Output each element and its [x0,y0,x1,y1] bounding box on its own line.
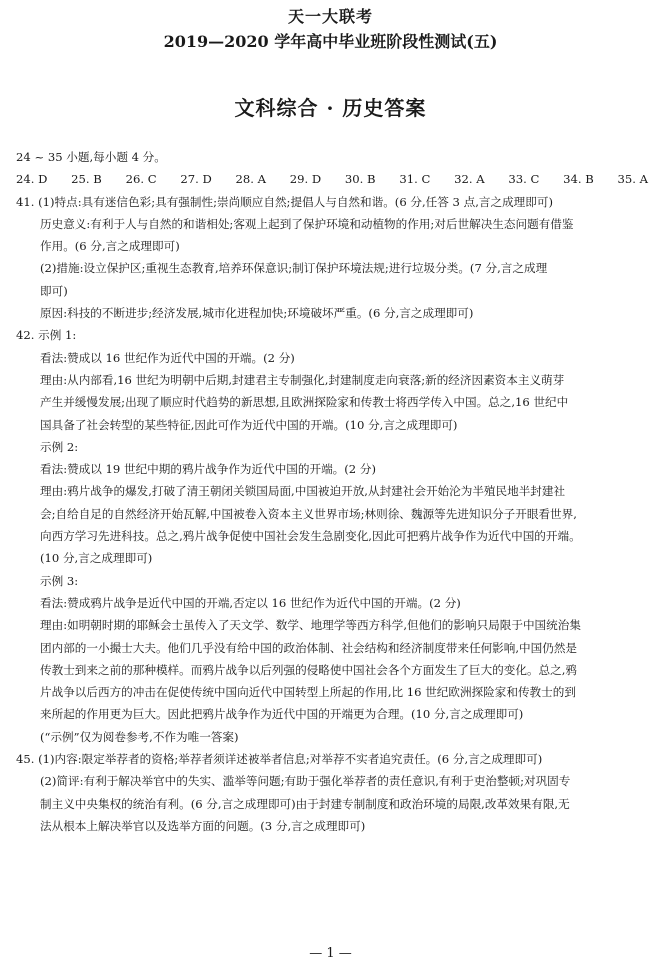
q45-line: 制主义中央集权的统治有利。(6 分,言之成理即可)由于封建专制制度和政治环境的局限,改革效果有限,无 [40,796,570,811]
q42-line: 产生并缓慢发展;出现了顺应时代趋势的新思想,且欧洲探险家和传教士将西学传入中国。总之,16 世纪中 [40,395,569,410]
q42-line: 国具备了社会转型的某些特征,因此可作为近代中国的开端。(10 分,言之成理即可) [40,417,458,432]
page-number: — 1 — [309,946,352,961]
q45-line: 45. (1)内容:限定举荐者的资格;举荐者须详述被举者信息;对举荐不实者追究责任。(6 分,言之成理即可) [16,752,543,767]
answer-item: 24. D [16,172,48,187]
q41-line: 历史意义:有利于人与自然的和谐相处;客观上起到了保护环境和动植物的作用;对后世解决生态问题有借鉴 [40,216,574,231]
answer-item: 31. C [399,172,431,187]
answer-item: 33. C [508,172,540,187]
answer-body [16,146,652,837]
q41-line: (2)措施:设立保护区;重视生态教育,培养环保意识;制订保护环境法规;进行垃圾分类。(7 分,言之成理 [40,261,548,276]
q42-line: 理由:如明朝时期的耶稣会士虽传入了天文学、数学、地理学等西方科学,但他们的影响只局限于中国统治集 [40,618,581,633]
answer-item: 34. B [563,172,594,187]
q42-line: 向西方学习先进科技。总之,鸦片战争促使中国社会发生急剧变化,因此可把鸦片战争作为近代中国的开端。 [40,529,581,544]
q42-line: 理由:鸦片战争的爆发,打破了清王朝闭关锁国局面,中国被迫开放,从封建社会开始沦为半殖民地半封建社 [40,484,566,499]
q45-line: 法从根本上解决举官以及选举方面的问题。(3 分,言之成理即可) [40,818,366,833]
exam-title: 2019—2020 学年高中毕业班阶段性测试(五) [163,32,498,51]
q42-line: 会;自给自足的自然经济开始瓦解,中国被卷入资本主义世界市场;林则徐、魏源等先进知识分子开眼看世界, [40,506,577,521]
intro-line: 24 ~ 35 小题,每小题 4 分。 [16,150,166,164]
q41-line: 原因:科技的不断进步;经济发展,城市化进程加快;环境破坏严重。(6 分,言之成理即可) [40,306,474,321]
q42-note: (“示例”仅为阅卷参考,不作为唯一答案) [40,729,239,744]
q42-line: 示例 2: [40,439,79,454]
answer-item: 26. C [125,172,157,187]
q41-line: 41. (1)特点:具有迷信色彩;具有强制性;崇尚顺应自然;提倡人与自然和谐。(6 分,任答 3 点,言之成理即可) [16,194,553,209]
q42-line: 团内部的一小撮士大夫。他们几乎没有给中国的政治体制、社会结构和经济制度带来任何影响,中国仍然是 [40,640,578,655]
q41-line: 即可) [40,283,68,298]
q42-line: 看法:赞成以 19 世纪中期的鸦片战争作为近代中国的开端。(2 分) [40,462,376,477]
q45-line: (2)简评:有利于解决举官中的失实、滥举等问题;有助于强化举荐者的责任意识,有利于吏治整顿;对巩固专 [40,774,571,789]
answer-item: 32. A [454,172,485,187]
q42-line: 示例 3: [40,573,79,588]
answer-item: 28. A [235,172,266,187]
q42-line: (10 分,言之成理即可) [40,551,153,566]
answer-item: 30. B [344,172,376,187]
answer-key-row [16,168,652,190]
answer-item: 35. A [617,172,648,187]
q42-line: 理由:从内部看,16 世纪为明朝中后期,封建君主专制强化,封建制度走向衰落;新的经济因素资本主义萌芽 [40,372,565,387]
q42-line: 看法:赞成以 16 世纪作为近代中国的开端。(2 分) [40,350,295,365]
answer-item: 27. D [180,172,212,187]
org-title: 天一大联考 [287,7,373,26]
q42-line: 传教士到来之前的那种模样。而鸦片战争以后列强的侵略使中国社会各个方面发生了巨大的变化。总之,鸦 [40,662,578,677]
q41-line: 作用。(6 分,言之成理即可) [40,239,180,254]
q42-line: 片战争以后西方的冲击在促使传统中国向近代中国转型上所起的作用,比 16 世纪欧洲探险家和传教士的到 [40,685,576,700]
q42-line: 42. 示例 1: [16,328,77,343]
q42-line: 看法:赞成鸦片战争是近代中国的开端,否定以 16 世纪作为近代中国的开端。(2 分) [40,595,461,610]
subject-title: 文科综合 · 历史答案 [234,96,427,120]
answer-item: 29. D [289,172,322,187]
answer-item: 25. B [71,172,102,187]
q42-line: 来所起的作用更为巨大。因此把鸦片战争作为近代中国的开端更为合理。(10 分,言之成理即可) [40,707,524,722]
